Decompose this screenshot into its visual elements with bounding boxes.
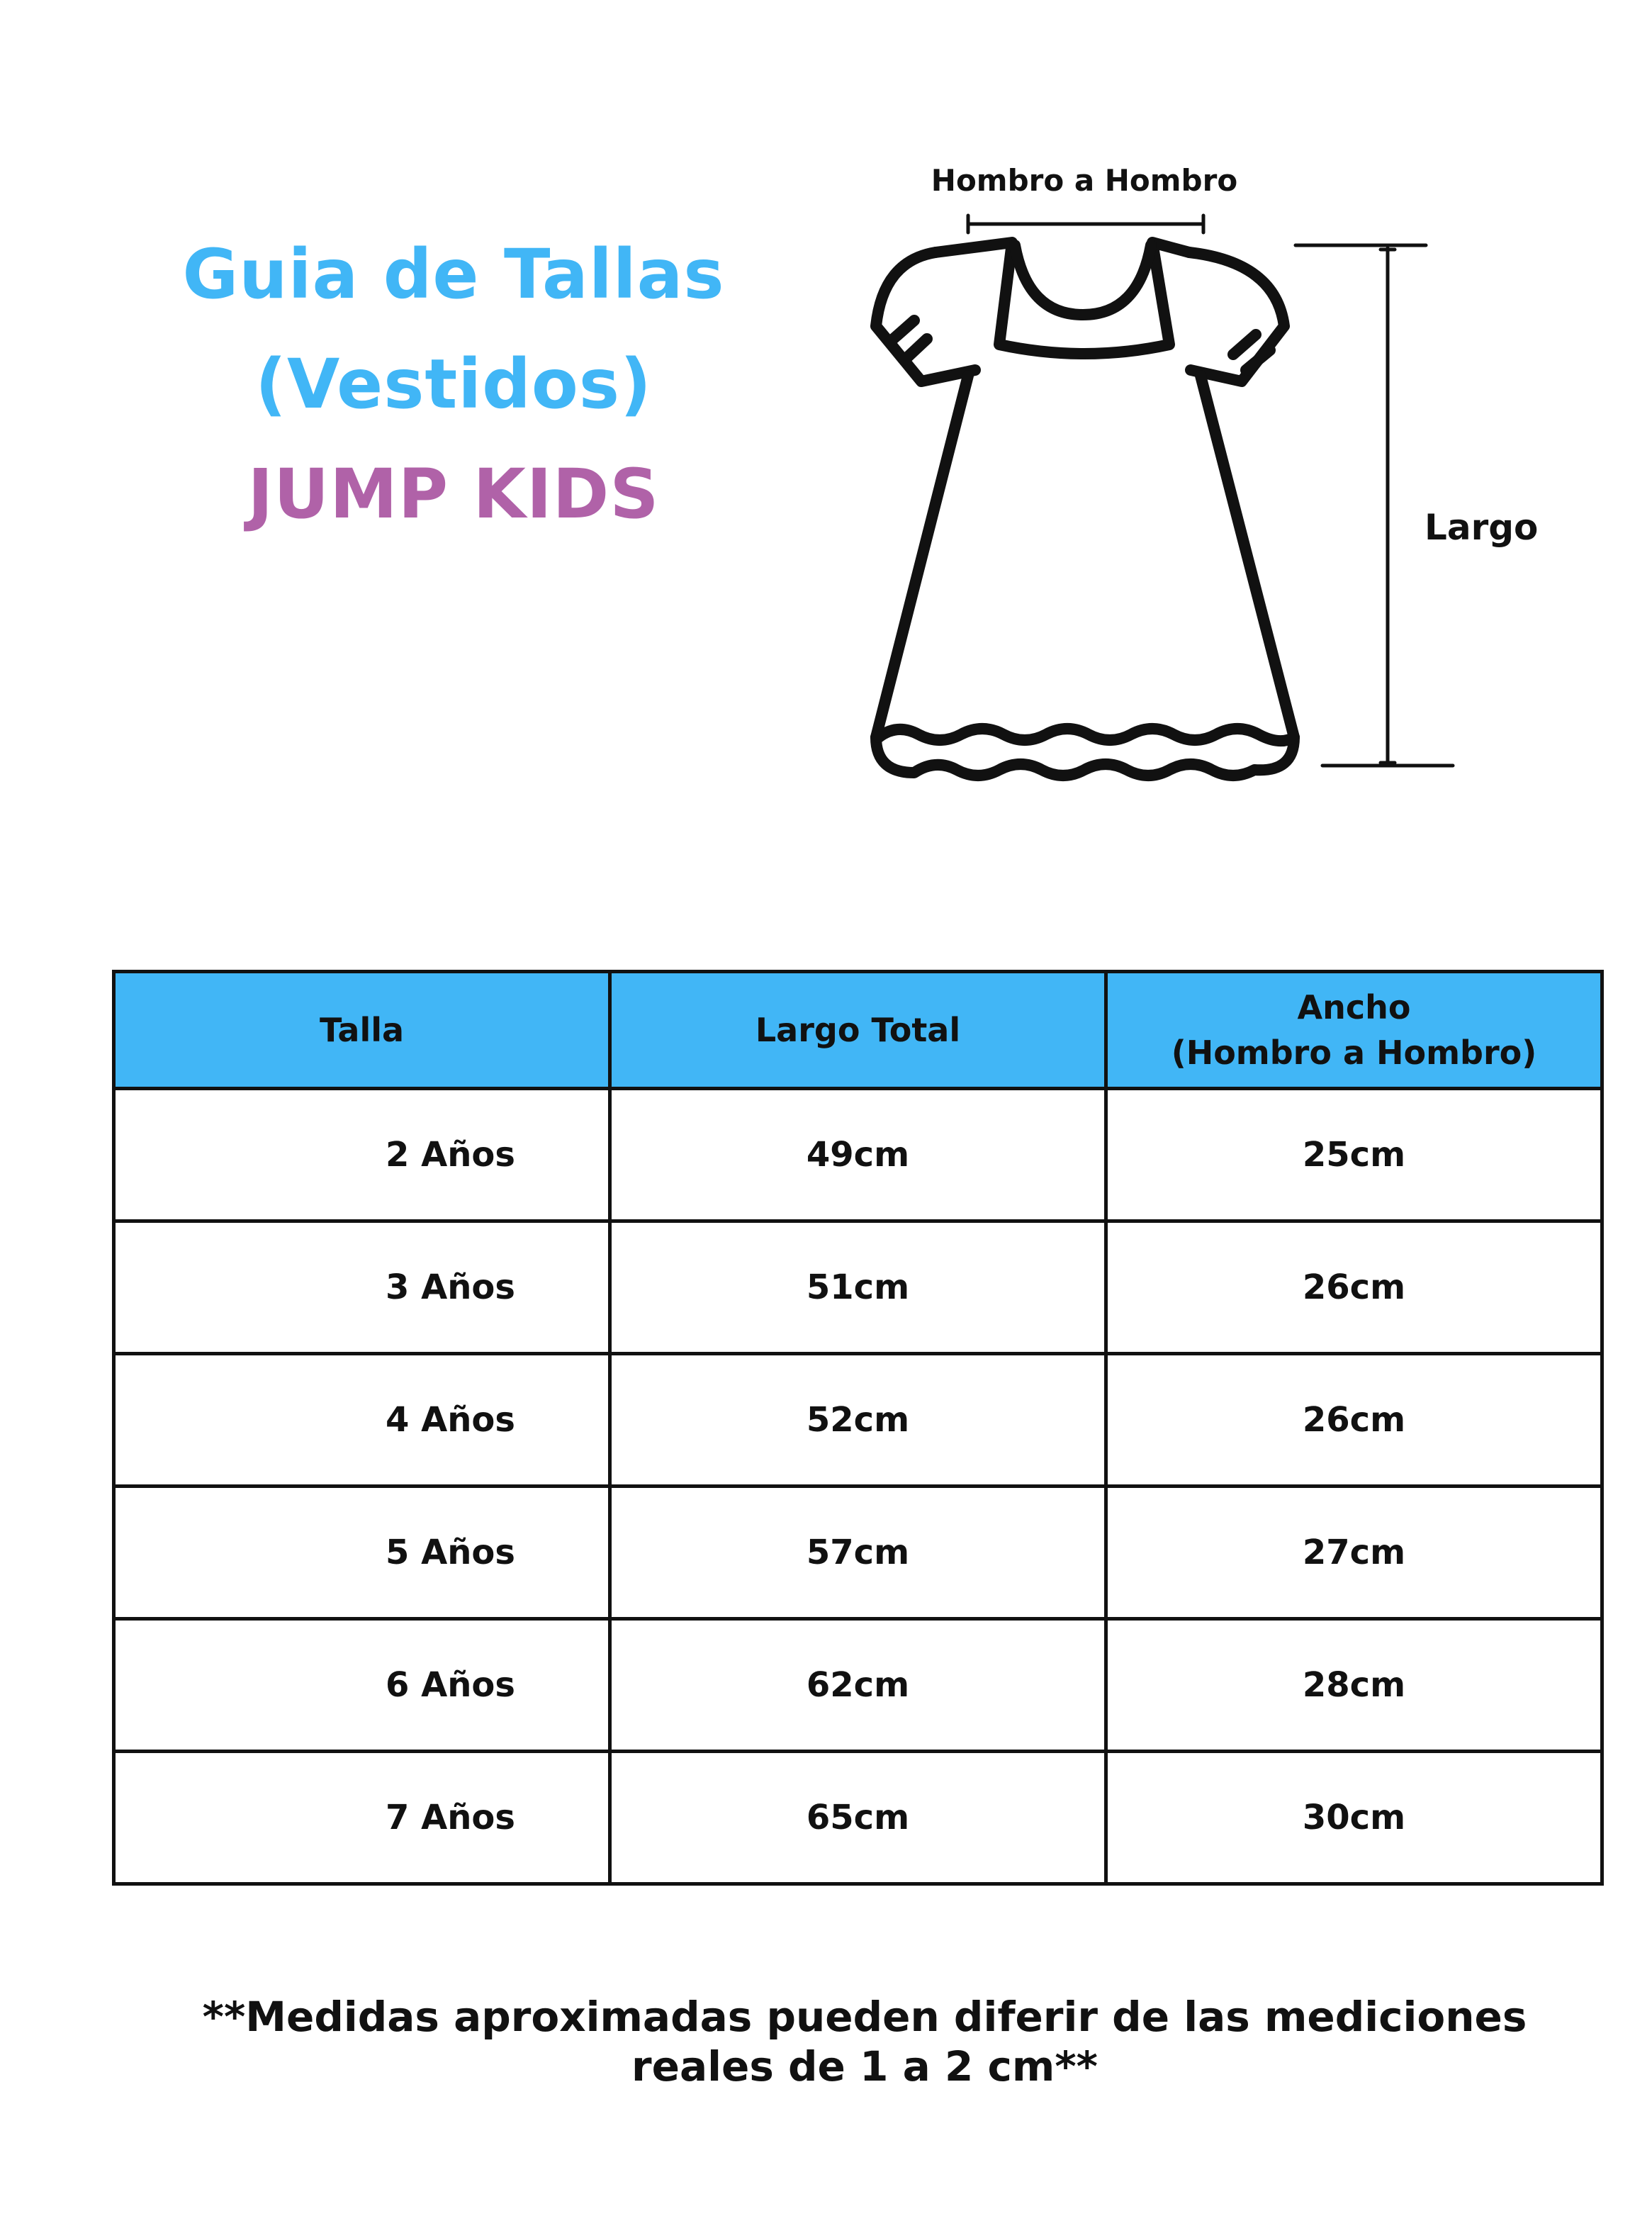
- cell-size-text: 5 Años: [386, 1533, 515, 1572]
- footnote: [170, 1992, 1559, 2091]
- cell-size-text: 3 Años: [386, 1267, 515, 1307]
- header-width-line1: Ancho: [1297, 988, 1411, 1026]
- shoulder-label: Hombro a Hombro: [931, 163, 1238, 198]
- cell-width: 30cm: [1106, 1752, 1602, 1884]
- cell-length: 52cm: [610, 1354, 1106, 1487]
- table-row: [114, 1752, 1602, 1884]
- table-row: [114, 1487, 1602, 1619]
- footnote-line1: **Medidas aproximadas pueden diferir de las mediciones: [202, 1993, 1527, 2041]
- dress-icon: [0, 0, 1652, 815]
- header-width: [1106, 972, 1602, 1089]
- cell-size: [114, 1752, 610, 1884]
- header-size: Talla: [114, 972, 610, 1089]
- cell-width: 26cm: [1106, 1221, 1602, 1354]
- table-row: [114, 1089, 1602, 1221]
- table-header-row: [114, 972, 1602, 1089]
- cell-width: 28cm: [1106, 1619, 1602, 1752]
- cell-size: [114, 1619, 610, 1752]
- cell-size: [114, 1089, 610, 1221]
- cell-length: 62cm: [610, 1619, 1106, 1752]
- length-label: Largo: [1425, 507, 1539, 548]
- cell-width: 25cm: [1106, 1089, 1602, 1221]
- cell-size-text: 4 Años: [386, 1400, 515, 1440]
- cell-size-text: 6 Años: [386, 1665, 515, 1705]
- brand-name: JUMP KIDS: [247, 454, 660, 534]
- title-line-category: (Vestidos): [255, 345, 652, 424]
- header-length: Largo Total: [610, 972, 1106, 1089]
- length-measure-line: [1296, 245, 1453, 766]
- cell-size-text: 2 Años: [386, 1135, 515, 1175]
- cell-size-text: 7 Años: [386, 1798, 515, 1837]
- cell-length: 57cm: [610, 1487, 1106, 1619]
- cell-length: 51cm: [610, 1221, 1106, 1354]
- cell-size: [114, 1354, 610, 1487]
- table-row: [114, 1619, 1602, 1752]
- cell-width: 26cm: [1106, 1354, 1602, 1487]
- header-width-line2: (Hombro a Hombro): [1171, 1034, 1537, 1072]
- title-line-guide: Guia de Tallas: [182, 235, 725, 314]
- cell-width: 27cm: [1106, 1487, 1602, 1619]
- cell-size: [114, 1487, 610, 1619]
- table-row: [114, 1221, 1602, 1354]
- cell-length: 65cm: [610, 1752, 1106, 1884]
- cell-size: [114, 1221, 610, 1354]
- dress-outline: [876, 242, 1294, 776]
- footnote-line2: reales de 1 a 2 cm**: [631, 2042, 1098, 2091]
- table-row: [114, 1354, 1602, 1487]
- shoulder-measure-line: [968, 216, 1203, 233]
- size-table: [112, 970, 1604, 1886]
- cell-length: 49cm: [610, 1089, 1106, 1221]
